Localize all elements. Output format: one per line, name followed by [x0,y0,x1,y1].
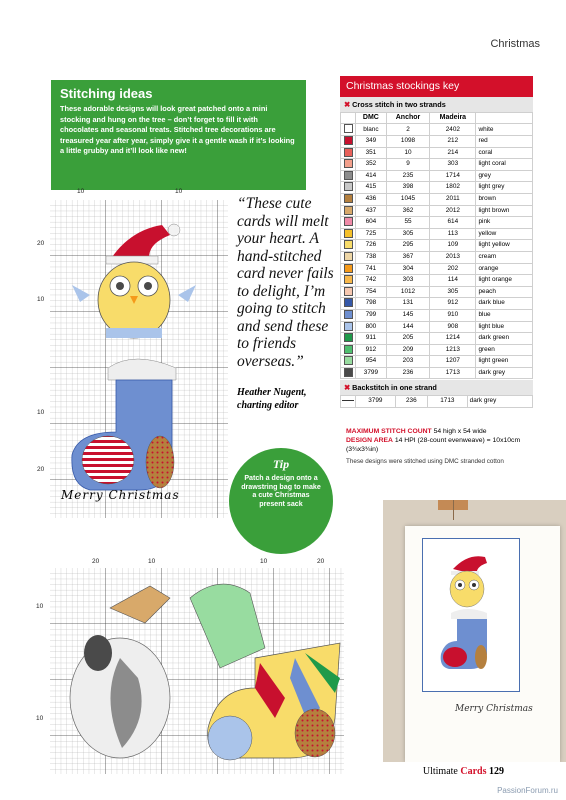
key-row: 738 367 2013 cream [341,251,533,263]
column-header: Madeira [430,113,476,124]
tip-body: Patch a design onto a drawstring bag to make a cute Christmas present sack [241,474,321,508]
card-frame [422,538,520,692]
swatch-icon [341,356,356,368]
swatch-icon [341,251,356,263]
stitching-ideas-heading: Stitching ideas [60,86,153,101]
page-footer: Ultimate Cards 129 [422,766,504,777]
chart2-grid [50,568,344,774]
key-row: 437 362 2012 light brown [341,205,533,217]
chart1-left-label: 10 [37,409,45,416]
swatch-icon [341,147,356,159]
card-caption: Merry Christmas [455,704,533,714]
key-row: 436 1045 2011 brown [341,193,533,205]
key-row: 954 203 1207 light green [341,356,533,368]
chart1-grid [50,200,228,518]
swatch-icon [341,193,356,205]
key-row: 799 145 910 blue [341,309,533,321]
swatch-icon [341,275,356,287]
key-row: 349 1098 212 red [341,136,533,148]
chart1-left-label: 10 [37,296,45,303]
chart1-top-label: 10 [175,188,183,195]
owl-stocking-icon [433,549,509,689]
table-row: 3799 236 1713 dark grey [341,396,533,407]
page-number: 129 [489,766,504,777]
key-row: 754 1012 305 peach [341,286,533,298]
swatch-icon [341,321,356,333]
cross-stitch-heading: ✖ Cross stitch in two strands [340,97,533,112]
stitching-ideas-body: These adorable designs will look great patched onto a mini stocking and hung on the tree – don’t forget to fill it with chocolates and seasonal treats. Stitched tree decorations are treasured year after year, simply give it a gentle wash if it’s looking a little grubby and it’ll look like new! [60,104,295,156]
swatch-icon [341,205,356,217]
chart1-caption: Merry Christmas [61,488,180,502]
chart2-top-label: 10 [260,558,268,565]
chart-meta: MAXIMUM STITCH COUNT 54 high x 54 wide DESIGN AREA 14 HPI (28-count evenweave) = 10x10cm (3¾x3¾in) These designs were stitched using DMC stranded cotton [346,428,536,467]
swatch-icon [341,240,356,252]
backstitch-heading: ✖ Backstitch in one strand [340,380,533,395]
card [405,526,560,762]
backstitch-line-icon [341,396,356,407]
chart1-left-label: 20 [37,240,45,247]
chart-two [36,558,345,776]
chart1-left-label: 20 [37,466,45,473]
key-row: 725 305 113 yellow [341,228,533,240]
key-row: 798 131 912 dark blue [341,298,533,310]
quote-author-role: charting editor [237,399,299,411]
swatch-icon [341,170,356,182]
swatch-icon [341,136,356,148]
quote-author-name: Heather Nugent, [237,387,307,398]
pull-quote: “These cute cards will melt your heart. A hand-stitched card never fails to delight, I’m going to stitch and send these to friends overseas.” [237,195,334,370]
backstitch-table [340,395,533,407]
cross-icon: ✖ [344,100,351,109]
swatch-icon [341,309,356,321]
chart2-top-label: 10 [148,558,156,565]
key-row: 3799 236 1713 dark grey [341,367,533,379]
key-row: 800 144 908 light blue [341,321,533,333]
swatch-icon [341,367,356,379]
key-row: 742 303 114 light orange [341,275,533,287]
watermark: PassionForum.ru [497,786,558,795]
swatch-icon [341,344,356,356]
key-row: 351 10 214 coral [341,147,533,159]
swatch-icon [341,298,356,310]
key-row: 352 9 303 light coral [341,159,533,171]
swatch-icon [341,286,356,298]
stitching-ideas-box [51,80,306,190]
key-row: 741 304 202 orange [341,263,533,275]
quote-author [237,387,306,412]
column-header: Anchor [386,113,429,124]
chart-one [37,188,233,523]
cross-icon: ✖ [344,383,351,393]
swatch-icon [341,182,356,194]
chart2-top-label: 20 [317,558,325,565]
swatch-icon [341,124,356,136]
swatch-icon [341,263,356,275]
chart2-left-label: 10 [36,715,44,722]
swatch-icon [341,333,356,345]
key-row: 604 55 614 pink [341,217,533,229]
tip-title: Tip [272,457,290,471]
key-row: 911 205 1214 dark green [341,333,533,345]
key-row: 726 295 109 light yellow [341,240,533,252]
key-title: Christmas stockings key [340,76,533,97]
key-row: 415 398 1802 light grey [341,182,533,194]
swatch-icon [341,228,356,240]
chart2-left-label: 10 [36,603,44,610]
key-table [340,112,533,379]
key-row: 414 235 1714 grey [341,170,533,182]
swatch-icon [341,159,356,171]
section-title: Christmas [490,38,540,50]
thread-note: These designs were stitched using DMC stranded cotton [346,458,504,466]
stockings-key [340,76,533,408]
card-photo [383,500,566,762]
key-row: 912 209 1213 green [341,344,533,356]
chart2-top-label: 20 [92,558,100,565]
key-row: blanc 2 2402 white [341,124,533,136]
column-header: DMC [356,113,387,124]
tip-bubble [229,448,333,554]
chart1-top-label: 10 [77,188,85,195]
swatch-icon [341,217,356,229]
